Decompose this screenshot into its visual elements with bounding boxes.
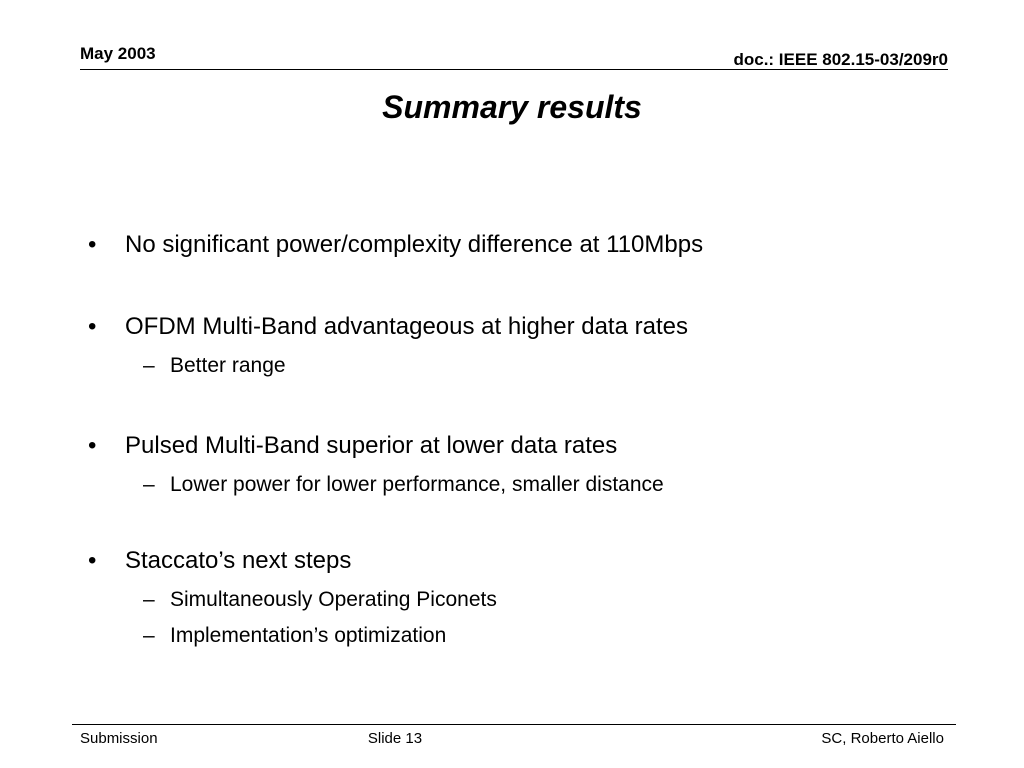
bullet-dot-icon: • bbox=[88, 313, 97, 340]
footer-submission: Submission bbox=[80, 730, 158, 747]
sub-bullet-text: Lower power for lower performance, smaller distance bbox=[170, 473, 664, 496]
footer-slide-number: Slide 13 bbox=[367, 730, 423, 747]
sub-bullet-item bbox=[143, 472, 664, 498]
bullet-text: Staccato’s next steps bbox=[125, 547, 352, 574]
header-divider bbox=[80, 69, 948, 70]
bullet-text: Pulsed Multi-Band superior at lower data rates bbox=[125, 432, 618, 459]
bullet-item bbox=[88, 230, 703, 260]
bullet-text: OFDM Multi-Band advantageous at higher data rates bbox=[125, 313, 688, 340]
bullet-item bbox=[88, 431, 617, 461]
sub-bullet-dash-icon: – bbox=[143, 473, 155, 496]
bullet-text: No significant power/complexity difference at 110Mbps bbox=[125, 231, 704, 258]
bullet-dot-icon: • bbox=[88, 547, 97, 574]
bullet-dot-icon: • bbox=[88, 231, 97, 258]
sub-bullet-dash-icon: – bbox=[143, 624, 155, 647]
sub-bullet-text: Better range bbox=[170, 354, 286, 377]
header-date: May 2003 bbox=[80, 44, 156, 63]
sub-bullet-item bbox=[143, 353, 286, 379]
footer-author: SC, Roberto Aiello bbox=[821, 730, 944, 747]
slide-title: Summary results bbox=[382, 89, 642, 125]
sub-bullet-item bbox=[143, 587, 497, 613]
sub-bullet-item bbox=[143, 623, 446, 649]
sub-bullet-text: Simultaneously Operating Piconets bbox=[170, 588, 497, 611]
sub-bullet-dash-icon: – bbox=[143, 588, 155, 611]
sub-bullet-dash-icon: – bbox=[143, 354, 155, 377]
header-document-id: doc.: IEEE 802.15-03/209r0 bbox=[733, 50, 948, 69]
bullet-item bbox=[88, 312, 688, 342]
sub-bullet-text: Implementation’s optimization bbox=[170, 624, 447, 647]
bullet-item bbox=[88, 546, 351, 576]
bullet-dot-icon: • bbox=[88, 432, 97, 459]
footer-divider bbox=[72, 724, 956, 725]
